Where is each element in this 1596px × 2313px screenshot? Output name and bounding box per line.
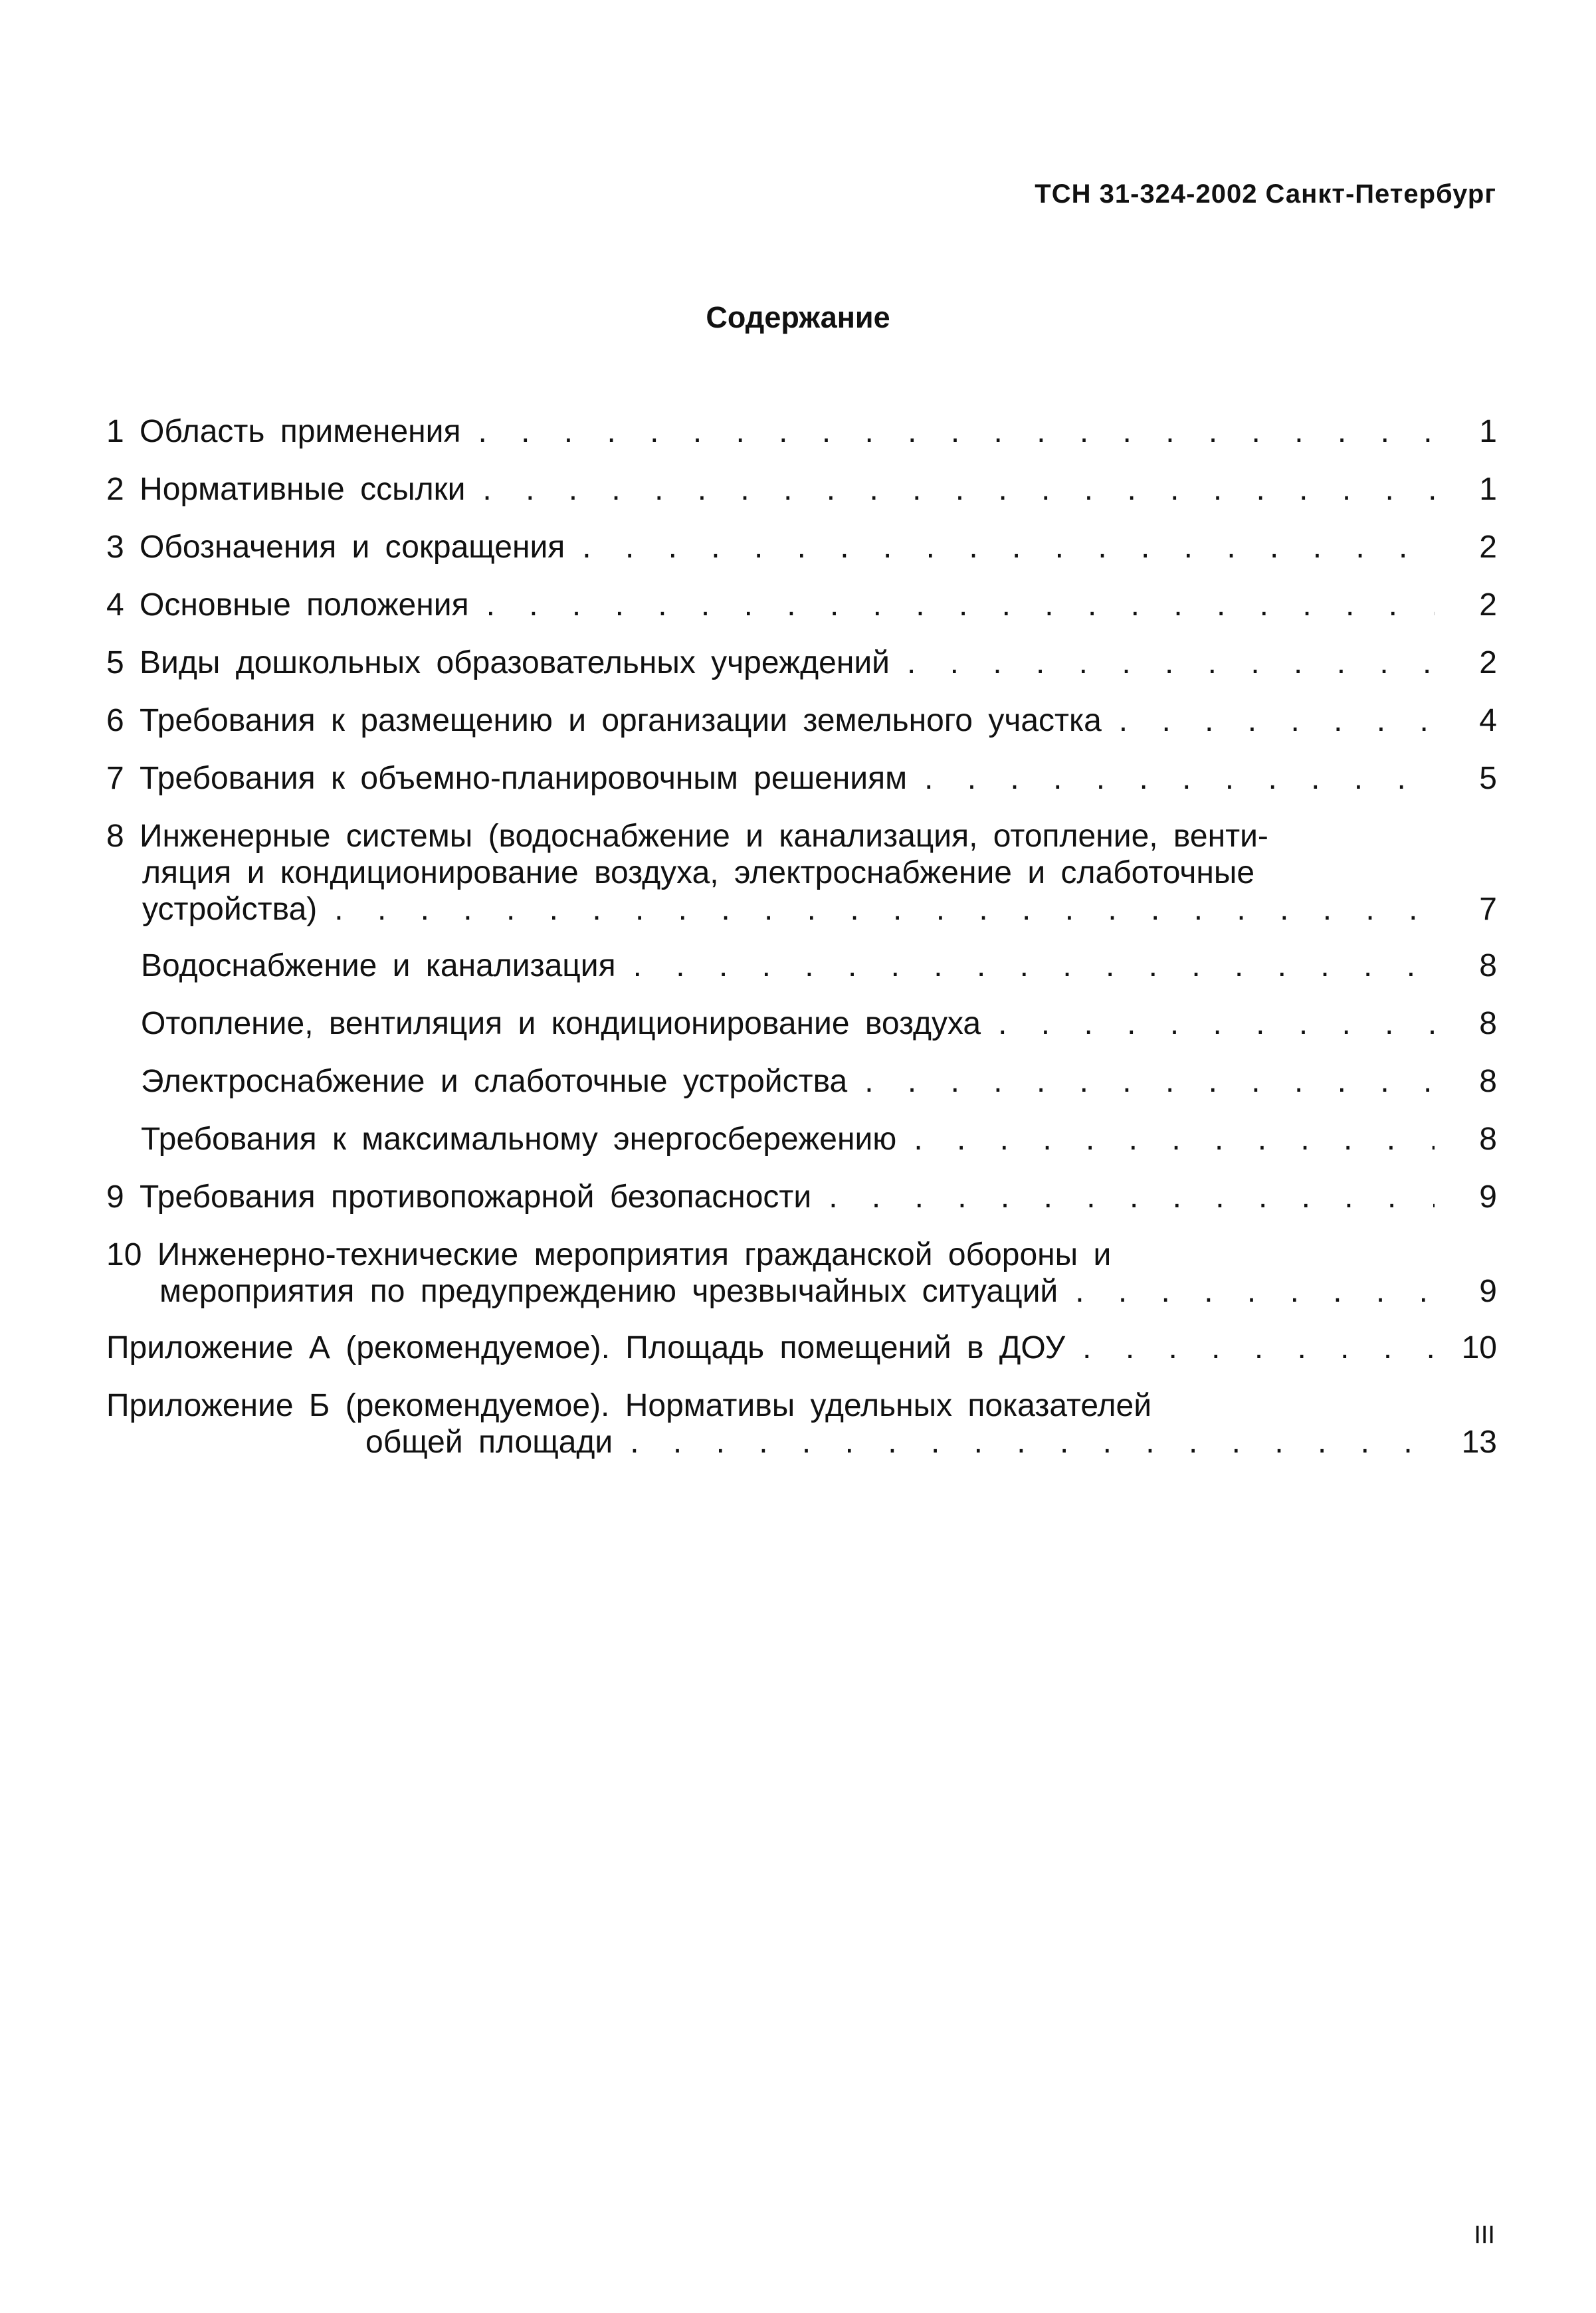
toc-item-label: 2 Нормативные ссылки	[106, 472, 466, 507]
toc-leader-dots	[582, 529, 1435, 565]
toc-item-label: Водоснабжение и канализация	[141, 948, 616, 983]
toc-leader-dots	[829, 1179, 1435, 1215]
toc-item-page: 2	[1479, 530, 1497, 565]
toc-item-page: 8	[1479, 1122, 1497, 1157]
toc-leader-dots	[1075, 1273, 1435, 1310]
toc-appendix-b	[106, 1387, 1497, 1460]
toc-item-label-line: общей площади	[365, 1425, 613, 1460]
toc-item-page: 9	[1479, 1274, 1497, 1309]
toc-item-page: 13	[1461, 1425, 1497, 1460]
toc-leader-dots	[633, 948, 1435, 984]
toc-item-page: 1	[1479, 414, 1497, 449]
toc-item-5	[106, 645, 1497, 702]
toc-item-label: 4 Основные положения	[106, 587, 469, 623]
toc-leader-dots	[1119, 702, 1435, 739]
toc-item-10	[106, 1237, 1497, 1310]
toc-leader-dots	[998, 1005, 1435, 1042]
page-title: Содержание	[706, 300, 890, 334]
toc-item-label-line: 10 Инженерно-технические мероприятия гражданской обороны и	[106, 1237, 1112, 1272]
toc-item-8	[106, 818, 1497, 928]
toc-item-3	[106, 529, 1497, 587]
toc-item-label: 7 Требования к объемно-планировочным решениям	[106, 761, 908, 796]
toc-item-2	[106, 471, 1497, 529]
toc-item-page: 8	[1479, 1064, 1497, 1099]
toc-item-page: 5	[1479, 761, 1497, 796]
page-number: III	[1474, 2221, 1495, 2249]
toc-item-page: 4	[1479, 703, 1497, 738]
toc-item-label-line: ляция и кондиционирование воздуха, электроснабжение и слаботочные	[142, 855, 1255, 890]
toc-item-label: Отопление, вентиляция и кондиционирование воздуха	[141, 1006, 981, 1041]
toc-item-7	[106, 760, 1497, 818]
toc-item-1	[106, 413, 1497, 471]
toc-item-page: 2	[1479, 587, 1497, 623]
toc-leader-dots	[334, 891, 1435, 928]
toc-item-6	[106, 702, 1497, 760]
toc-item-page: 10	[1461, 1330, 1497, 1365]
toc-item-page: 9	[1479, 1179, 1497, 1215]
toc-leader-dots	[914, 1121, 1435, 1157]
toc-item-page: 7	[1479, 892, 1497, 927]
toc-leader-dots	[1082, 1330, 1435, 1366]
toc-item-page: 1	[1479, 472, 1497, 507]
toc-item-label: 5 Виды дошкольных образовательных учреждений	[106, 645, 890, 680]
toc-item-label: Требования к максимальному энергосбережению	[141, 1122, 897, 1157]
toc-leader-dots	[864, 1063, 1435, 1100]
toc-leader-dots	[486, 587, 1435, 623]
toc-item-label: 9 Требования противопожарной безопасности	[106, 1179, 812, 1215]
toc-item-label: 3 Обозначения и сокращения	[106, 530, 565, 565]
toc-leader-dots	[478, 413, 1435, 450]
toc-appendix-a	[106, 1330, 1497, 1387]
toc-item-label-line: 8 Инженерные системы (водоснабжение и канализация, отопление, венти-	[106, 819, 1268, 854]
toc-item-label-line: Приложение Б (рекомендуемое). Нормативы удельных показателей	[106, 1388, 1152, 1423]
toc-subitem	[106, 1121, 1497, 1179]
table-of-contents	[106, 413, 1497, 1480]
toc-leader-dots	[924, 760, 1435, 797]
document-header: ТСН 31-324-2002 Санкт-Петербург	[1035, 179, 1496, 209]
toc-leader-dots	[482, 471, 1435, 508]
toc-leader-dots	[907, 645, 1435, 681]
toc-item-label: 6 Требования к размещению и организации земельного участка	[106, 703, 1102, 738]
toc-item-page: 8	[1479, 948, 1497, 983]
toc-item-4	[106, 587, 1497, 645]
toc-item-page: 8	[1479, 1006, 1497, 1041]
toc-item-label: Электроснабжение и слаботочные устройства	[141, 1064, 848, 1099]
toc-item-9	[106, 1179, 1497, 1237]
toc-leader-dots	[630, 1424, 1435, 1460]
toc-item-label-line: устройства)	[142, 892, 318, 927]
toc-item-label-line: мероприятия по предупреждению чрезвычайных ситуаций	[159, 1274, 1058, 1309]
toc-item-page: 2	[1479, 645, 1497, 680]
toc-subitem	[106, 1063, 1497, 1121]
toc-item-label: Приложение А (рекомендуемое). Площадь помещений в ДОУ	[106, 1330, 1066, 1365]
toc-subitem	[106, 948, 1497, 1005]
toc-subitem	[106, 1005, 1497, 1063]
toc-item-label: 1 Область применения	[106, 414, 461, 449]
